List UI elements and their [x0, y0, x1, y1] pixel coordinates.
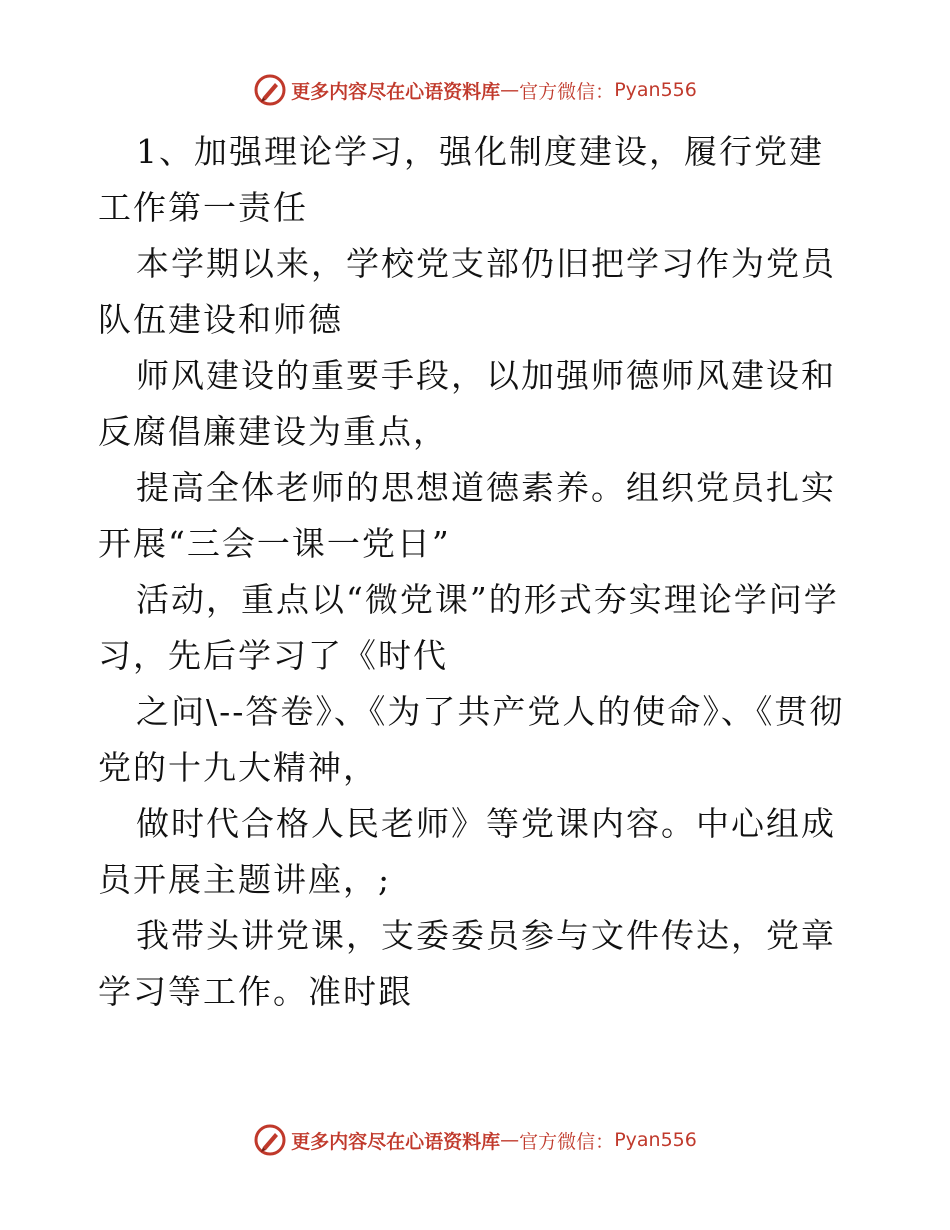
header-banner — [0, 70, 950, 110]
banner-lead-text: 更多内容尽在心语资料库 — [291, 1130, 501, 1153]
paragraph: 我带头讲党课，支委委员参与文件传达，党章学习等工作。准时跟 — [98, 916, 836, 1011]
banner-wechat-label: 官方微信： — [519, 1130, 615, 1153]
banner-separator: — — [500, 1129, 520, 1151]
paragraph: 1、加强理论学习，强化制度建设，履行党建工作第一责任 — [98, 132, 824, 227]
banner-wechat-label: 官方微信： — [519, 80, 615, 103]
banner-wechat-id: Pyan556 — [614, 79, 697, 101]
footer-banner — [0, 1120, 950, 1160]
banner-separator: — — [500, 79, 520, 101]
paragraph: 本学期以来，学校党支部仍旧把学习作为党员队伍建设和师德 — [98, 244, 836, 339]
banner-wechat-id: Pyan556 — [614, 1129, 697, 1151]
paragraph: 提高全体老师的思想道德素养。组织党员扎实开展“三会一课一党日” — [98, 468, 836, 563]
document-body — [98, 124, 858, 1020]
pen-quill-icon — [253, 1123, 287, 1157]
paragraph: 之问\--答卷》、《为了共产党人的使命》、《贯彻党的十九大精神， — [98, 692, 845, 787]
paragraph: 做时代合格人民老师》等党课内容。中心组成员开展主题讲座，; — [98, 804, 836, 899]
pen-quill-icon — [253, 73, 287, 107]
banner-lead-text: 更多内容尽在心语资料库 — [291, 80, 501, 103]
paragraph: 活动，重点以“微党课”的形式夯实理论学问学习，先后学习了《时代 — [98, 580, 839, 675]
paragraph: 师风建设的重要手段，以加强师德师风建设和反腐倡廉建设为重点， — [98, 356, 836, 451]
